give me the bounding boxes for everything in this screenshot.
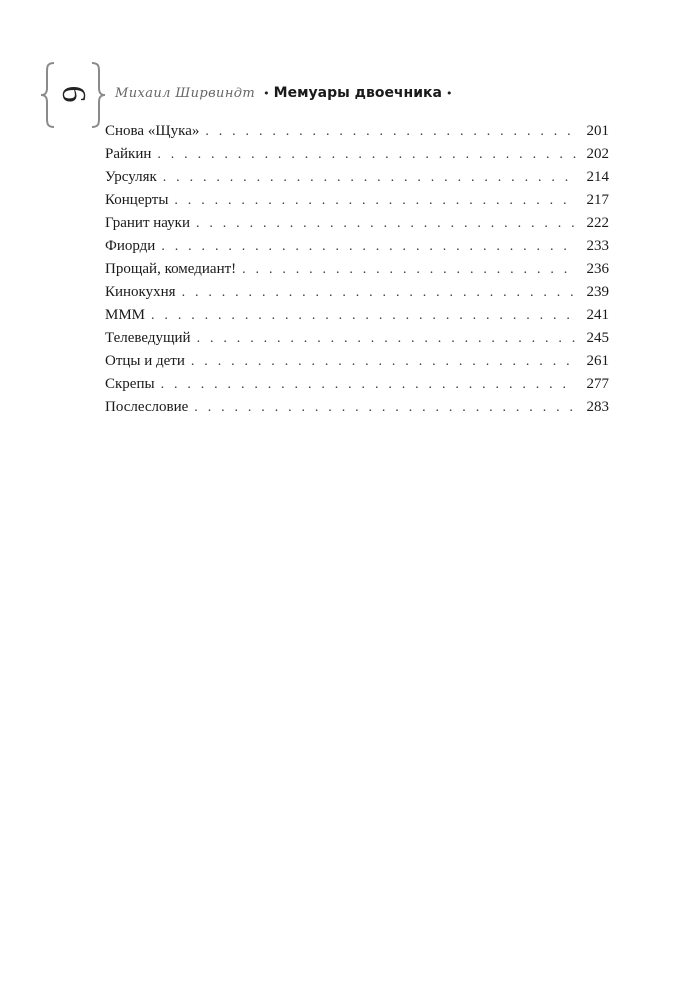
toc-entry bbox=[105, 120, 609, 143]
toc-entry-page: 233 bbox=[586, 238, 609, 254]
toc-entry-title: Снова «Щука» bbox=[105, 123, 200, 139]
toc-entry-page: 202 bbox=[586, 146, 609, 162]
toc-entry-title: Урсуляк bbox=[105, 169, 157, 185]
page-number: 6 bbox=[55, 85, 92, 103]
toc-entry-page: 283 bbox=[586, 399, 609, 415]
toc-leader-dots bbox=[157, 143, 577, 166]
toc-entry bbox=[105, 212, 609, 235]
toc-entry-page: 201 bbox=[586, 123, 609, 139]
toc-leader-dots bbox=[205, 120, 577, 143]
toc-entry-page: 214 bbox=[586, 169, 609, 185]
toc-leader-dots bbox=[197, 327, 577, 350]
toc-leader-dots bbox=[161, 235, 577, 258]
toc-leader-dots bbox=[151, 304, 577, 327]
toc-leader-dots bbox=[242, 258, 577, 281]
toc-entry bbox=[105, 235, 609, 258]
toc-entry bbox=[105, 258, 609, 281]
toc-entry bbox=[105, 189, 609, 212]
toc-entry-title: Концерты bbox=[105, 192, 169, 208]
table-of-contents bbox=[105, 120, 609, 419]
toc-entry-title: Телеведущий bbox=[105, 330, 191, 346]
bullet-separator: • bbox=[445, 87, 453, 100]
toc-entry-title: Гранит науки bbox=[105, 215, 190, 231]
toc-entry-title: Отцы и дети bbox=[105, 353, 185, 369]
toc-leader-dots bbox=[163, 166, 577, 189]
toc-leader-dots bbox=[194, 396, 577, 419]
toc-leader-dots bbox=[191, 350, 577, 373]
author-name: Михаил Ширвиндт bbox=[115, 86, 256, 101]
bullet-separator: • bbox=[263, 87, 270, 100]
toc-entry-page: 245 bbox=[586, 330, 609, 346]
toc-entry-page: 261 bbox=[586, 353, 609, 369]
right-brace-icon bbox=[90, 62, 106, 128]
toc-entry bbox=[105, 327, 609, 350]
toc-entry-title: Скрепы bbox=[105, 376, 155, 392]
toc-entry bbox=[105, 350, 609, 373]
toc-leader-dots bbox=[174, 189, 577, 212]
toc-leader-dots bbox=[196, 212, 577, 235]
toc-leader-dots bbox=[161, 373, 577, 396]
toc-entry bbox=[105, 143, 609, 166]
toc-entry-page: 236 bbox=[586, 261, 609, 277]
toc-entry-title: Райкин bbox=[105, 146, 152, 162]
running-head bbox=[115, 85, 452, 101]
toc-entry bbox=[105, 396, 609, 419]
toc-entry-title: Кинокухня bbox=[105, 284, 176, 300]
toc-entry bbox=[105, 166, 609, 189]
toc-entry-title: Послесловие bbox=[105, 399, 189, 415]
toc-entry-page: 239 bbox=[586, 284, 609, 300]
toc-entry bbox=[105, 373, 609, 396]
toc-entry-page: 217 bbox=[586, 192, 609, 208]
toc-entry-page: 277 bbox=[586, 376, 609, 392]
toc-entry-title: МММ bbox=[105, 307, 146, 323]
toc-leader-dots bbox=[182, 281, 577, 304]
toc-entry-title: Прощай, комедиант! bbox=[105, 261, 237, 277]
book-title: Мемуары двоечника bbox=[273, 85, 442, 101]
toc-entry-title: Фиорди bbox=[105, 238, 156, 254]
toc-entry bbox=[105, 281, 609, 304]
toc-entry bbox=[105, 304, 609, 327]
toc-entry-page: 222 bbox=[586, 215, 609, 231]
toc-entry-page: 241 bbox=[586, 307, 609, 323]
